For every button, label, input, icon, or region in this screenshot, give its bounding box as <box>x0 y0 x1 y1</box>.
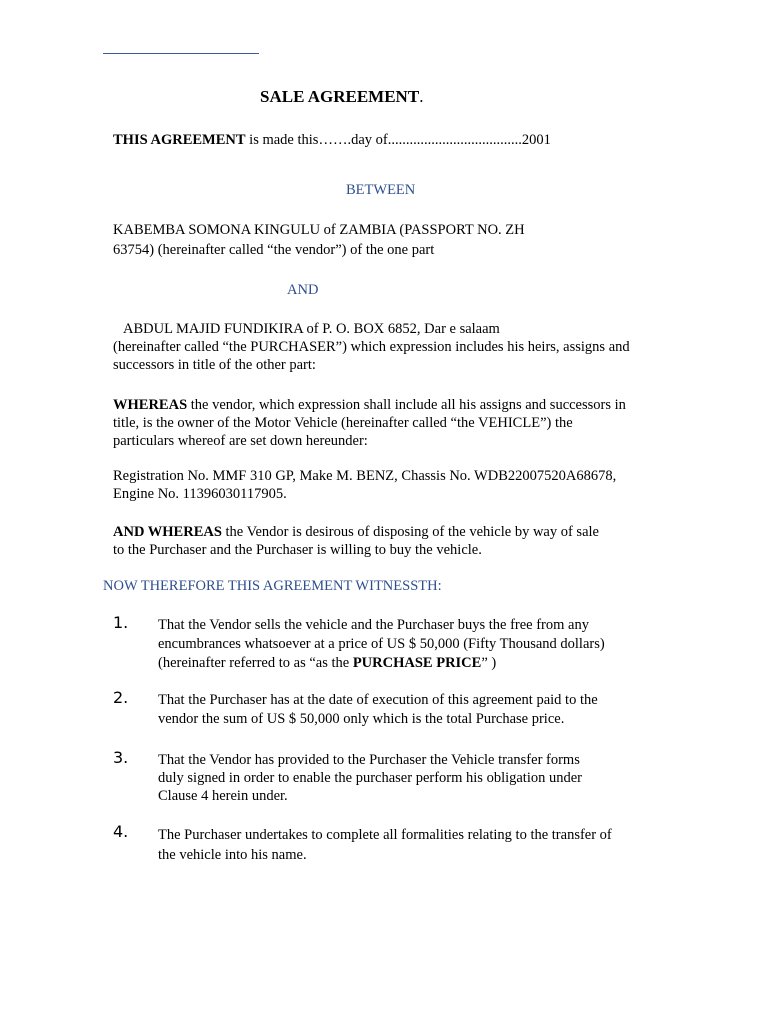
between-heading: BETWEEN <box>346 182 416 198</box>
registration-details: Registration No. MMF 310 GP, Make M. BENZ, Chassis No. WDB22007520A68678, Engine No. 11396030117905. <box>113 468 617 502</box>
intro-paragraph: THIS AGREEMENT is made this…….day of.....................................2001 <box>113 132 551 148</box>
clause-number: 4. <box>113 822 129 841</box>
clause-text: That the Purchaser has at the date of execution of this agreement paid to the vendor the sum of US $ 50,000 only which is the total Purchase price. <box>158 692 598 727</box>
witnesseth-heading: NOW THEREFORE THIS AGREEMENT WITNESSTH: <box>103 578 442 594</box>
clause-number: 3. <box>113 748 129 767</box>
clause-text: That the Vendor sells the vehicle and the Purchaser buys the free from any encumbrances whatsoever at a price of US $ 50,000 (Fifty Thousand dollars) (hereinafter referred to as “as the PURCHASE PRICE” ) <box>158 617 605 671</box>
and-heading: AND <box>287 282 319 298</box>
vendor-party: KABEMBA SOMONA KINGULU of ZAMBIA (PASSPORT NO. ZH 63754) (hereinafter called “the vendor”) of the one part <box>113 222 525 258</box>
intro-bold: THIS AGREEMENT <box>113 132 246 148</box>
clause-number: 1. <box>113 613 129 632</box>
document-title: SALE AGREEMENT. <box>260 87 424 106</box>
clause-text: The Purchaser undertakes to complete all formalities relating to the transfer of the vehicle into his name. <box>158 827 612 863</box>
whereas-paragraph: WHEREAS the vendor, which expression shall include all his assigns and successors in title, is the owner of the Motor Vehicle (hereinafter called “the VEHICLE”) the particulars whereof are set down hereunder: <box>113 397 626 449</box>
purchaser-party: ABDUL MAJID FUNDIKIRA of P. O. BOX 6852, Dar e salaam (hereinafter called “the PURCHASER”) which expression includes his heirs, assigns and successors in title of the other part: <box>113 321 630 373</box>
header-rule <box>103 53 259 54</box>
clause-text: That the Vendor has provided to the Purchaser the Vehicle transfer forms duly signed in order to enable the purchaser perform his obligation under Clause 4 herein under. <box>158 752 583 804</box>
and-whereas-paragraph: AND WHEREAS the Vendor is desirous of disposing of the vehicle by way of sale to the Purchaser and the Purchaser is willing to buy the vehicle. <box>113 524 599 558</box>
clause-number: 2. <box>113 688 129 707</box>
